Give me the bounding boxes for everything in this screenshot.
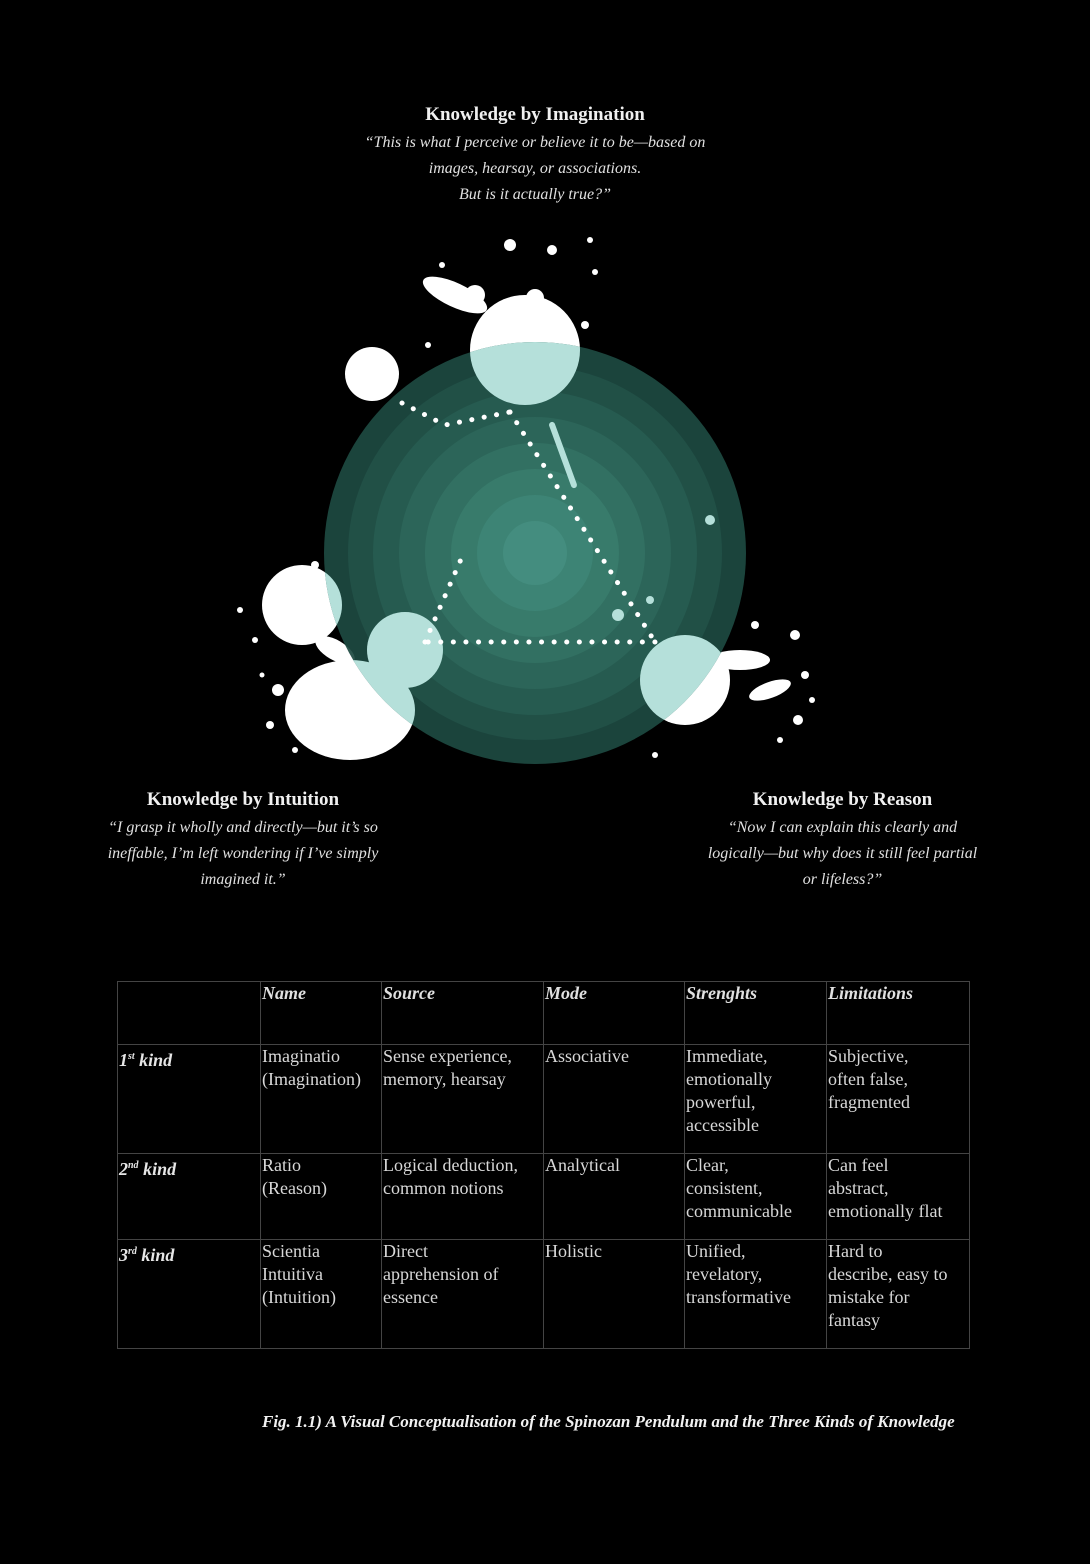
header-mode: Mode: [544, 982, 685, 1045]
name-cell: [261, 1045, 382, 1154]
limitations-cell: [827, 1154, 970, 1240]
kind-ordinal: st: [128, 1051, 135, 1062]
cell-line: emotionally: [686, 1069, 772, 1089]
name-cell: [261, 1240, 382, 1349]
intuition-quote-line-3: imagined it.”: [200, 871, 286, 888]
cell-line: Clear,: [686, 1155, 729, 1175]
imagination-quote-line-3: But is it actually true?”: [459, 186, 611, 203]
cell-line: Unified,: [686, 1241, 746, 1261]
intuition-quote-line-1: “I grasp it wholly and directly—but it’s so: [108, 819, 378, 836]
cell-line: abstract,: [828, 1178, 889, 1198]
kind-word: kind: [143, 1159, 177, 1179]
cell-line: Can feel: [828, 1155, 889, 1175]
mode-cell: Holistic: [544, 1240, 685, 1349]
cell-line: accessible: [686, 1115, 759, 1135]
imagination-quote-line-2: images, hearsay, or associations.: [428, 160, 642, 177]
table-row: [118, 1045, 970, 1154]
cell-line: (Imagination): [262, 1069, 361, 1089]
cell-line: Hard to: [828, 1241, 883, 1261]
limitations-cell: [827, 1045, 970, 1154]
strengths-cell: [685, 1240, 827, 1349]
kind-number: 2: [119, 1159, 128, 1179]
intuition-quote-line-2: ineffable, I’m left wondering if I’ve simply: [107, 845, 379, 862]
cell-line: Subjective,: [828, 1046, 909, 1066]
cell-line: Logical deduction,: [383, 1155, 518, 1175]
imagination-quote-line-1: “This is what I perceive or believe it to be—based on: [364, 134, 706, 151]
cell-line: Imaginatio: [262, 1046, 340, 1066]
cell-line: Intuitiva: [262, 1264, 323, 1284]
imagination-label: [320, 104, 750, 208]
cell-line: (Intuition): [262, 1287, 336, 1307]
cell-line: emotionally flat: [828, 1201, 943, 1221]
reason-title: Knowledge by Reason: [752, 789, 933, 810]
imagination-quote: [320, 130, 750, 208]
header-source: Source: [382, 982, 544, 1045]
intuition-title: Knowledge by Intuition: [146, 789, 340, 810]
cell-line: Direct: [383, 1241, 428, 1261]
kind-ordinal: rd: [128, 1246, 137, 1257]
reason-quote-line-3: or lifeless?”: [802, 871, 883, 888]
header-limitations: Limitations: [827, 982, 970, 1045]
spinozan-pendulum-diagram: [200, 220, 850, 780]
strengths-cell: [685, 1154, 827, 1240]
kind-number: 1: [119, 1050, 128, 1070]
cell-line: mistake for: [828, 1287, 910, 1307]
knowledge-table: [117, 981, 970, 1349]
header-strengths: Strenghts: [685, 982, 827, 1045]
cell-line: Scientia: [262, 1241, 320, 1261]
cell-line: revelatory,: [686, 1264, 763, 1284]
cell-line: fantasy: [828, 1310, 880, 1330]
intuition-label: [68, 789, 418, 893]
kind-cell: [118, 1240, 261, 1349]
cell-line: common notions: [383, 1178, 504, 1198]
source-cell: [382, 1154, 544, 1240]
imagination-title: Knowledge by Imagination: [425, 104, 645, 125]
kind-ordinal: nd: [128, 1160, 139, 1171]
header-name: Name: [261, 982, 382, 1045]
reason-quote-line-1: “Now I can explain this clearly and: [727, 819, 958, 836]
cell-line: memory, hearsay: [383, 1069, 506, 1089]
cell-line: Sense experience,: [383, 1046, 512, 1066]
figure-caption: Fig. 1.1) A Visual Conceptualisation of the Spinozan Pendulum and the Three Kinds of Knowledge: [262, 1412, 955, 1431]
cell-line: powerful,: [686, 1092, 756, 1112]
mode-cell: Associative: [544, 1045, 685, 1154]
kind-cell: [118, 1154, 261, 1240]
cell-line: transformative: [686, 1287, 791, 1307]
source-cell: [382, 1240, 544, 1349]
reason-quote: [670, 815, 1015, 893]
reason-quote-line-2: logically—but why does it still feel partial: [707, 845, 978, 862]
name-cell: [261, 1154, 382, 1240]
cell-line: consistent,: [686, 1178, 763, 1198]
table-row: [118, 1154, 970, 1240]
cell-line: Immediate,: [686, 1046, 768, 1066]
cell-line: essence: [383, 1287, 438, 1307]
reason-label: [670, 789, 1015, 893]
cell-line: describe, easy to: [828, 1264, 948, 1284]
table-row: [118, 1240, 970, 1349]
table-header-row: [118, 982, 970, 1045]
source-cell: [382, 1045, 544, 1154]
limitations-cell: [827, 1240, 970, 1349]
kind-word: kind: [141, 1245, 175, 1265]
cell-line: Ratio: [262, 1155, 301, 1175]
intuition-quote: [68, 815, 418, 893]
cell-line: apprehension of: [383, 1264, 499, 1284]
pendulum-ball: [345, 347, 399, 401]
cell-line: communicable: [686, 1201, 792, 1221]
mode-cell: Analytical: [544, 1154, 685, 1240]
cell-line: often false,: [828, 1069, 908, 1089]
cell-line: fragmented: [828, 1092, 910, 1112]
kind-number: 3: [119, 1245, 128, 1265]
strengths-cell: [685, 1045, 827, 1154]
cell-line: (Reason): [262, 1178, 327, 1198]
kind-cell: [118, 1045, 261, 1154]
header-kind: [118, 982, 261, 1045]
kind-word: kind: [139, 1050, 173, 1070]
